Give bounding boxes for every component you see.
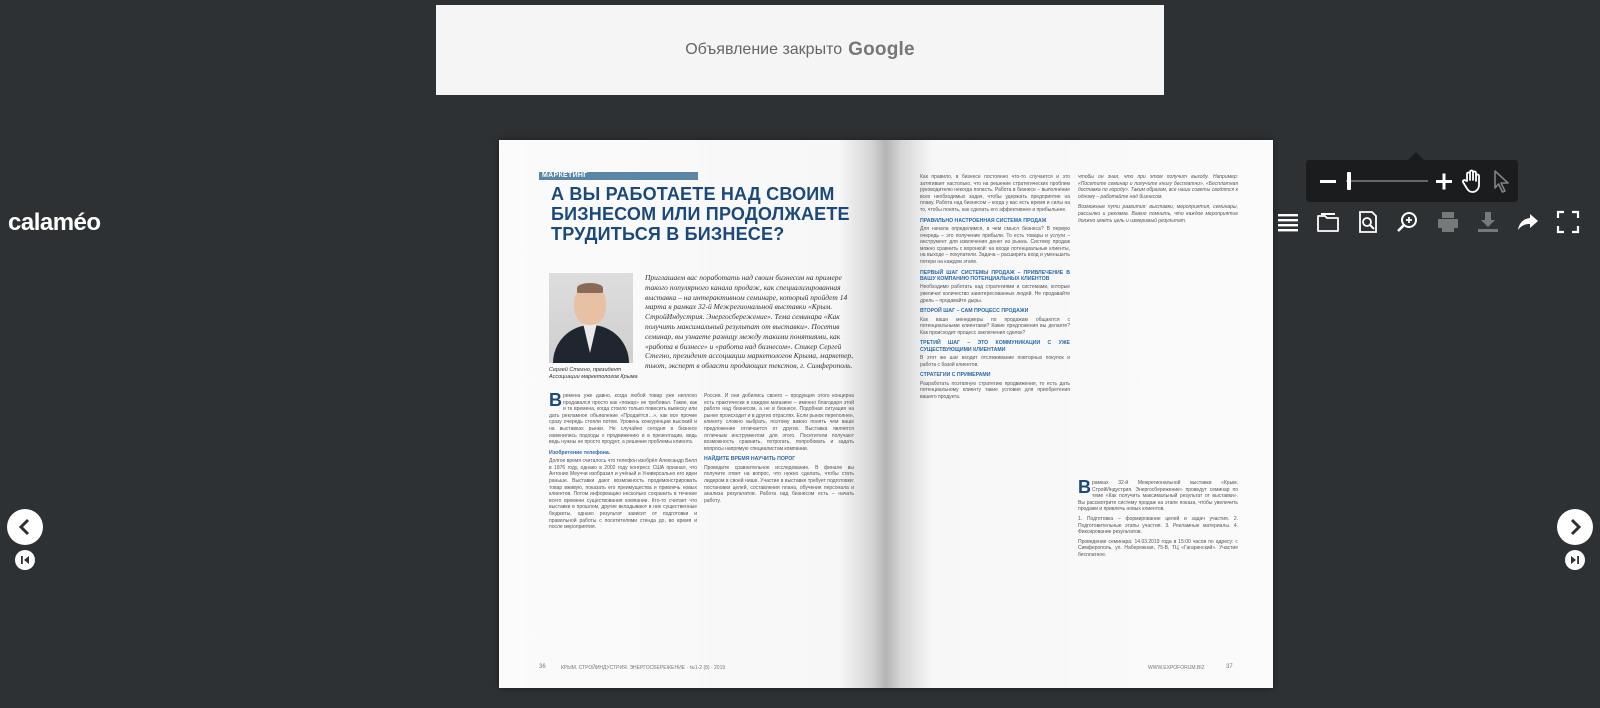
calameo-logo[interactable]: calaméo [8,209,101,236]
zoom-slider[interactable] [1346,180,1428,182]
body-text: Как правило, в бизнесе постоянно что-то случается и это затягивает настолько, что на решение стратегических проблем руководителю некогда попасть. Работа в бизнесе – выполнение всех необходимых задач, чтобы удержать предприятие на плаву. Работа над бизнесом – когда у вас есть время и силы на то, чтобы понять, как сделать его эффективнее и прибыльнее. [920,174,1070,213]
right-column-2 [1078,174,1238,224]
right-page[interactable] [886,140,1273,688]
zoom-icon[interactable] [1394,208,1422,236]
author-photo [549,273,633,363]
last-page-button[interactable] [1565,550,1585,570]
subheading: СТРАТЕГИИ С ПРИМЕРАМИ [920,372,991,379]
zoom-popup [1306,160,1518,202]
next-page-button[interactable] [1557,509,1593,545]
page-number-left: 36 [539,664,546,670]
fullscreen-icon[interactable] [1554,208,1582,236]
list-view-icon[interactable] [1274,208,1302,236]
ad-closed-banner [436,5,1164,95]
left-column-2 [704,393,854,504]
ad-closed-text: Объявление закрыто [685,41,843,58]
share-icon[interactable] [1514,208,1542,236]
subheading: ВТОРОЙ ШАГ – САМ ПРОЦЕСС ПРОДАЖИ [920,308,1029,315]
article-headline: А ВЫ РАБОТАЕТЕ НАД СВОИМ БИЗНЕСОМ ИЛИ ПРОДОЛЖАЕТЕ ТРУДИТЬСЯ В БИЗНЕСЕ? [551,184,850,244]
body-text: Как ваши менеджеры по продажам общаются с потенциальными клиентами? Какие предложения вы делаете? Как происходит процесс заключения сделок? [920,316,1070,336]
magazine-spread[interactable] [499,140,1273,688]
body-text: ремена уже давно, когда любой товар уже неплохо продавался просто как «пожар» не требовал. Такие, как и те времена, когда стоило только повесить вывеску или дать рекламное объявление «Продаётся…», как все прочие сразу очередь стояли потом. Уровень конкуренции высокий и на выставках рынки. Не случайно сегодня в бизнесе изменились подходы к продвижению и в презентации, ведь ведь нужны не просто продукт, а решение проблемы клиента. [549,393,697,446]
body-text: Проведение семинара: 14.03.2019 года в 15:00 часов по адресу: г. Симферополь, ул. Набережная, 75-В, ТЦ «Гагаринский». Участие бесплатное. [1078,538,1238,558]
body-text: рамках 32-й Межрегиональной выставки «Крым. СтройИндустрия. Энергосбережение» проведут семинар по теме «Как получить максимальный результат от выставки». Вы рассмотрите систему продаж на этапе показа, чтобы увеличить продажи и привлечь новых клиентов. [1078,480,1238,513]
prev-page-button[interactable] [7,509,43,545]
body-text: Разработать поэтапную стратегию продвижения, то есть дать потенциальному клиенту такие условия для приобретения вашего продукта. [920,380,1070,400]
article-lead: Приглашаем вас поработать над своим бизнесом на примере такого популярного канала продаж, как специализированная выставка – на интерактивном семинаре, который пройдет 14 марта в рамках 32-й Межрегиональной выставки «Крым. СтройИндустрия. Энергосбережение». Тема семинара «Как получить максимальный результат от выставки». Посетив семинар, вы узнаете разницу между такими понятиями, как «работа в бизнесе» и «работа над бизнесом». Спикер Сергей Стегно, президент ассоциации маркетологов Крыма, маркетер, тьют, эксперт в области продающих текстов, г. Симферополь. [645,273,854,371]
select-pointer-icon [1490,168,1512,194]
subheading: Изобретение телефона. [549,449,611,456]
left-column-1: В ремена уже давно, когда любой товар уже неплохо продавался просто как «пожар» не требовал. Такие, как и те времена, когда стоило только повесить вывеску или дать рекламное объявление «Продаётся…», как все прочие сразу очередь стояли потом. Уровень конкуренции высокий и на выставках рынки. Не случайно сегодня в бизнесе изменились подходы к продвижению и в презентации, ведь ведь нужны не просто продукт, а решение проблемы клиента. Изобретение телефона. Долгое время считалось что телефон изобрёл Александр Белл в 1876 году, однако в 2002 году конгресс США признал, что Антонио Меуччи изобразил и учёный и Универсально его идеи раньше. Выставки дают возможность продемонстрировать товар вживую, показать его преимущества и привлечь новых клиентов. Потом информацию несколько сохранить в течение всего времени существования компании. Кто-то считает что выставки в прошлом, другие вкладывают в них существенные бюджеты, однако результат зависит от подготовки и правильной работы с посетителями стенда до, во время и после мероприятия. [549,390,697,531]
zoom-in-button[interactable] [1434,169,1456,193]
photo-caption: Сергей Стегно, президент Ассоциации маркетологов Крыма [549,367,638,380]
magazine-url: WWW.EXPOFORUM.BIZ [1148,665,1205,671]
body-text: В этот же шаг входит отслеживание повторных покупок и работа с базой клиентов. [920,355,1070,368]
print-icon [1434,208,1462,236]
google-logo: Google [848,39,915,60]
search-doc-icon[interactable] [1354,208,1382,236]
body-text: Проведите сравнительное исследование. В финале вы получите ответ на вопрос, что нужно сделать, чтобы стать лидером в своей нише. Участие в выставке требует подготовки: постановки целей, составления плана, обучения персонала и анализа результатов. Работа над бизнесом есть – начать работу. [704,464,854,504]
subheading: НАЙДИТЕ ВРЕМЯ НАУЧИТЬ ПОРОГ [704,456,796,463]
body-text: Для начала определимся, в чем смысл бизнеса? В первую очередь – это получение прибыли. То есть товары и услуги – инструмент для извлечения денег из рынка. Систему продаж можно сравнить с воронкой: на входе потенциальные клиенты, на выходе – покупатели. Задача – расширить вход и уменьшить потери на каждом этапе. [920,225,1070,265]
right-column-1 [920,174,1070,401]
left-page[interactable] [499,140,886,688]
subheading: ТРЕТИЙ ШАГ – ЭТО КОММУНИКАЦИИ С УЖЕ СУЩЕСТВУЮЩИМИ КЛИЕНТАМИ [920,340,1070,353]
dropcap: В [1078,477,1091,497]
body-text: 1. Подготовка – формирование целей и задач участия. 2. Подготовительные этапы участия. 3. Рекламные материалы. 4. Фиксирование результатов. [1078,515,1238,536]
page-number-right: 37 [1226,664,1233,670]
body-text: Долгое время считалось что телефон изобрёл Александр Белл в 1876 году, однако в 2002 году конгресс США признал, что Антонио Меуччи изобразил и учёный и Универсально его идеи раньше. Выставки дают возможность продемонстрировать товар вживую, показать его преимущества и привлечь новых клиентов. Потом информацию несколько сохранить в течение всего времени существования компании. Кто-то считает что выставки в прошлом, другие вкладывают в них существенные бюджеты, однако результат зависит от подготовки и правильной работы с посетителями стенда до, во время и после мероприятия. [549,458,697,531]
zoom-slider-handle[interactable] [1347,172,1351,190]
first-page-button[interactable] [15,550,35,570]
body-text: чтобы он знал, что при этом получит выгоду. Например: «Посетите семинар и получите книгу бесплатно», «Бесплатная доставка по городу». Таким образом, все наши советы сводятся к одному – работайте над бизнесом. [1078,174,1238,200]
subheading: ПЕРВЫЙ ШАГ СИСТЕМЫ ПРОДАЖ – ПРИВЛЕЧЕНИЕ В ВАШУ КОМПАНИЮ ПОТЕНЦИАЛЬНЫХ КЛИЕНТОВ [920,269,1070,282]
folder-icon[interactable] [1314,208,1342,236]
subheading: ПРАВИЛЬНО НАСТРОЕННАЯ СИСТЕМА ПРОДАЖ [920,217,1047,224]
body-text: Россия. И они добились своего – продукция этого концерна есть практически в каждом магазине – именно благодаря этой работе над бизнесом, а не в бизнесе. Подобная ситуация на рынке происходит и в других отраслях. Если рынок переполнен, клиенту сложно выбрать, поэтому важно понять чем ваше предложение отличается от других. Выставка является отличным инструментом для этого. Посетители получают возможность сравнить, потрогать, попробовать и задать вопросы напрямую специалистам компании. [704,393,854,452]
right-column-2-lower [1078,477,1238,559]
download-icon [1474,208,1502,236]
rubric-label: МАРКЕТИНГ [539,172,698,180]
magazine-footer: КРЫМ. СТРОЙИНДУСТРИЯ. ЭНЕРГОСБЕРЕЖЕНИЕ · №1-2 (8) · 2019 [561,665,726,671]
hand-pan-icon[interactable] [1461,168,1485,194]
body-text: Необходимо работать над стратегиями и системами, которые увеличат количество заинтересованных людей. Не продавайте дрель – продавайте дыры. [920,284,1070,304]
viewer-toolbar [1234,208,1582,238]
zoom-out-button[interactable] [1318,169,1340,193]
body-text: Возможные пути развития: выставки, мероприятия, семинары, рассылки и реклама. Важно помнить, что каждое мероприятие должно иметь цель и измеримый результат. [1078,204,1238,224]
